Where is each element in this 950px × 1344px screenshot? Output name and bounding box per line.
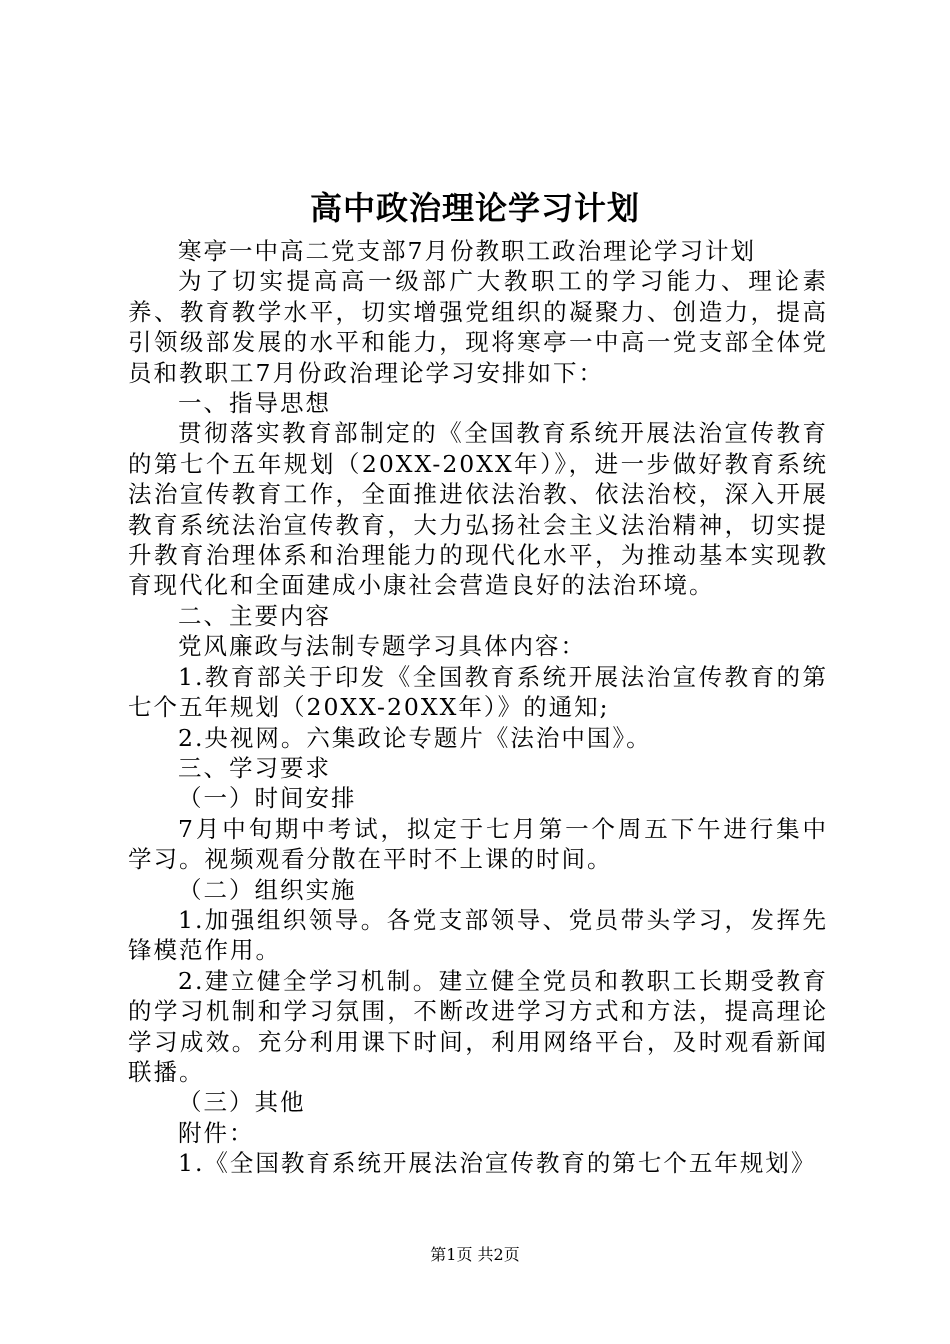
page-title: 高中政治理论学习计划 — [309, 189, 640, 227]
main-content-item-1: 1.教育部关于印发《全国教育系统开展法治宣传教育的第七个五年规划（20XX-20XX年）》的通知; — [128, 662, 828, 722]
main-content-item-2: 2.央视网。六集政论专题片《法治中国》。 — [178, 723, 652, 752]
document-body — [128, 236, 828, 1179]
section-heading-main-content: 二、主要内容 — [178, 601, 331, 630]
main-content-intro: 党风廉政与法制专题学习具体内容： — [178, 632, 586, 661]
implementation-item-2: 2.建立健全学习机制。建立健全党员和教职工长期受教育的学习机制和学习氛围，不断改进学习方式和方法，提高理论学习成效。充分利用课下时间，利用网络平台，及时观看新闻联播。 — [128, 966, 828, 1086]
guiding-thought-paragraph: 贯彻落实教育部制定的《全国教育系统开展法治宣传教育的第七个五年规划（20XX-20XX年）》，进一步做好教育系统法治宣传教育工作，全面推进依法治教、依法治校，深入开展教育系统法治宣传教育，大力弘扬社会主义法治精神，切实提升教育治理体系和治理能力的现代化水平，为推动基本实现教育现代化和全面建成小康社会营造良好的法治环境。 — [128, 419, 828, 600]
plan-heading: 寒亭一中高二党支部7月份教职工政治理论学习计划 — [178, 237, 756, 265]
subheading-implementation: （二）组织实施 — [178, 875, 357, 904]
section-heading-requirements: 三、学习要求 — [178, 753, 331, 782]
page-footer: 第1页 共2页 — [430, 1245, 520, 1264]
attachment-item-1: 1.《全国教育系统开展法治宣传教育的第七个五年规划》 — [178, 1149, 817, 1178]
subheading-schedule: （一）时间安排 — [178, 784, 357, 813]
attachment-label: 附件： — [178, 1118, 255, 1147]
section-heading-guiding-thought: 一、指导思想 — [178, 389, 331, 418]
schedule-paragraph: 7月中旬期中考试，拟定于七月第一个周五下午进行集中学习。视频观看分散在平时不上课的时间。 — [128, 814, 828, 874]
subheading-other: （三）其他 — [178, 1088, 306, 1117]
implementation-item-1: 1.加强组织领导。各党支部领导、党员带头学习，发挥先锋模范作用。 — [128, 905, 828, 965]
intro-paragraph: 为了切实提高高一级部广大教职工的学习能力、理论素养、教育教学水平，切实增强党组织的凝聚力、创造力，提高引领级部发展的水平和能力，现将寒亭一中高一党支部全体党员和教职工7月份政治理论学习安排如下： — [128, 267, 828, 387]
